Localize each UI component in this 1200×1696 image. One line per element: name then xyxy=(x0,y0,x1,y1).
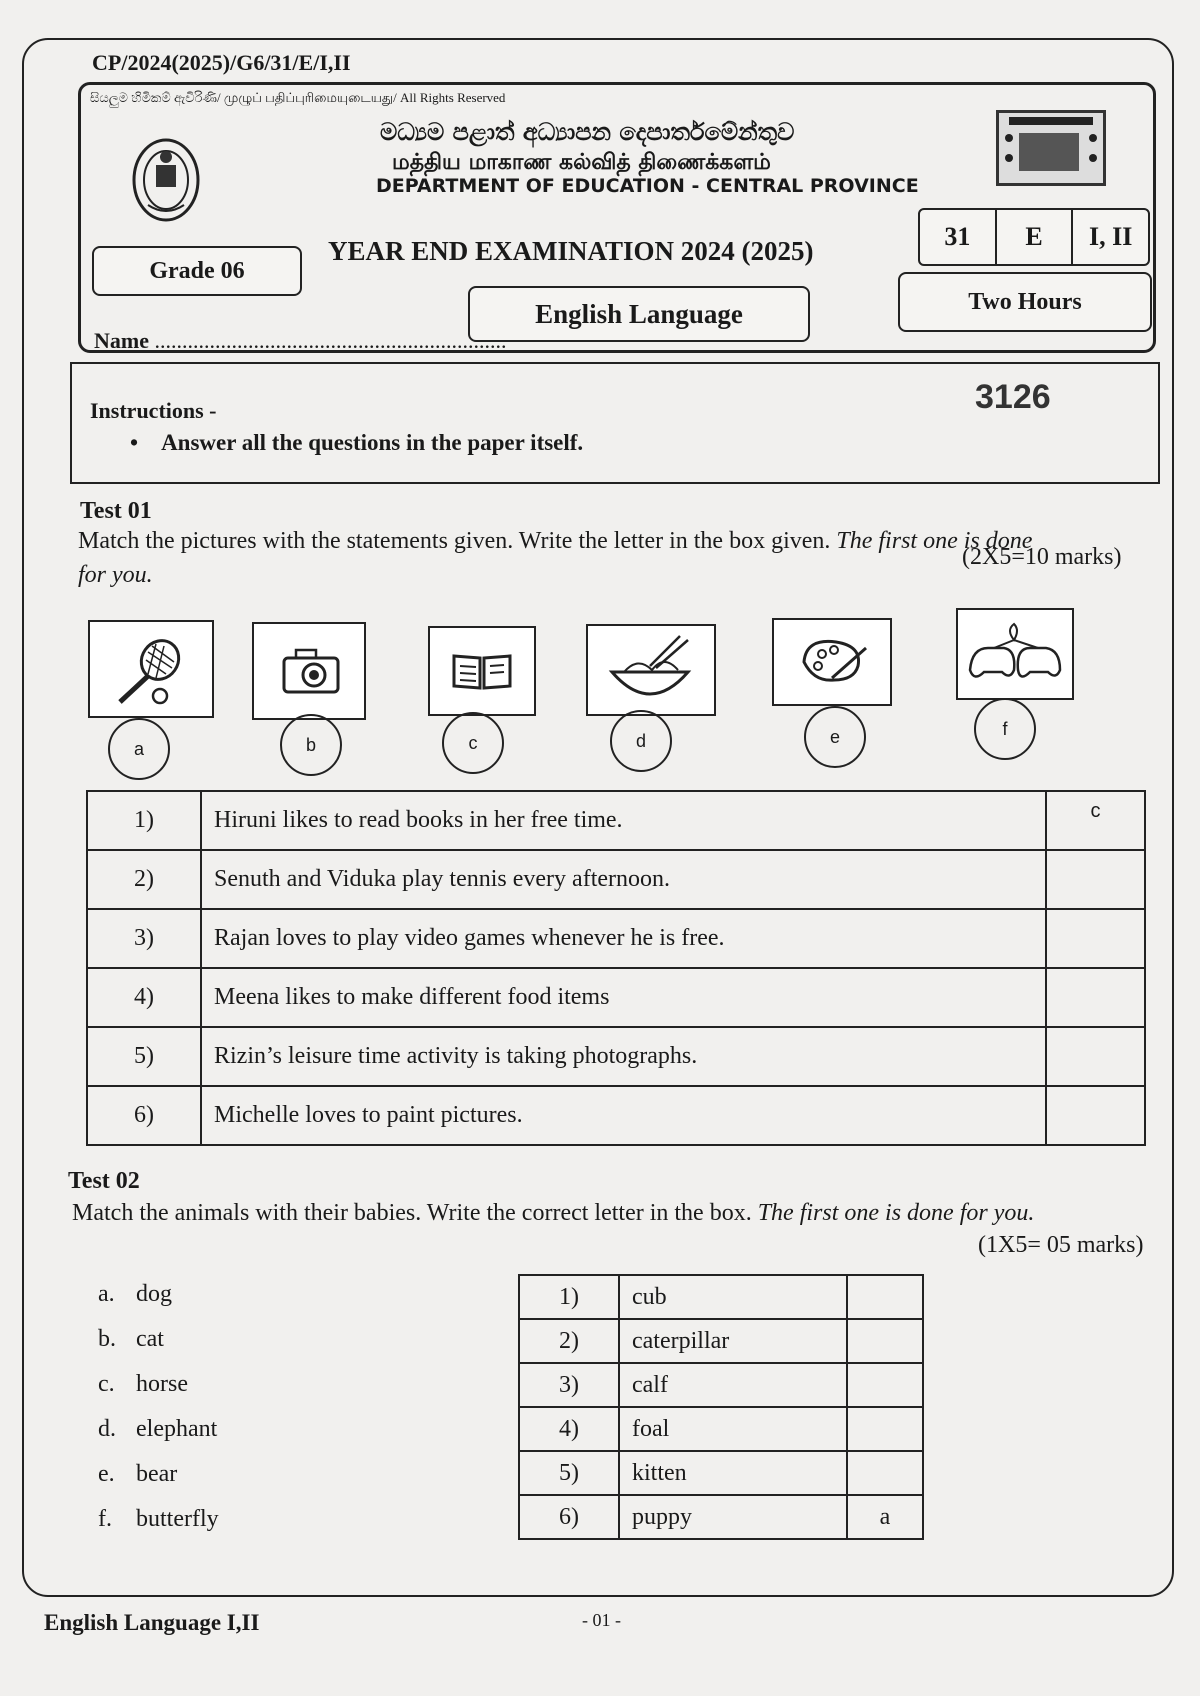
paper-codes xyxy=(918,208,1150,266)
item-name: horse xyxy=(136,1371,188,1397)
table-row xyxy=(87,1027,1145,1086)
name-field[interactable] xyxy=(94,328,506,354)
baby-word: kitten xyxy=(619,1451,847,1495)
label-b: b xyxy=(280,714,342,776)
answer-box[interactable] xyxy=(1046,850,1145,909)
picture-c xyxy=(428,626,536,716)
item-name: cat xyxy=(136,1326,164,1352)
baby-word: puppy xyxy=(619,1495,847,1539)
list-item xyxy=(98,1407,219,1452)
score-mark: 3126 xyxy=(975,378,1051,416)
baby-word: foal xyxy=(619,1407,847,1451)
row-number: 1) xyxy=(519,1275,619,1319)
list-item xyxy=(98,1362,219,1407)
grade-box: Grade 06 xyxy=(92,246,302,296)
test2-instruction-text: Match the animals with their babies. Write the correct letter in the box. xyxy=(72,1200,752,1226)
exam-title: YEAR END EXAMINATION 2024 (2025) xyxy=(328,236,814,266)
camera-icon xyxy=(254,624,364,718)
department-sinhala: මධ්‍යම පළාත් අධ්‍යාපන දෙපාර්තමේන්තුව xyxy=(380,118,795,146)
paint-palette-icon xyxy=(774,620,890,704)
paper-code: CP/2024(2025)/G6/31/E/I,II xyxy=(92,50,351,75)
test2-marks: (1X5= 05 marks) xyxy=(978,1232,1144,1258)
baby-word: cub xyxy=(619,1275,847,1319)
answer-box[interactable]: c xyxy=(1046,791,1145,850)
test2-title: Test 02 xyxy=(68,1168,140,1194)
test2-instruction xyxy=(72,1200,1172,1227)
table-row xyxy=(519,1451,923,1495)
answer-box[interactable] xyxy=(847,1407,923,1451)
item-name: bear xyxy=(136,1461,178,1487)
instructions-title: Instructions - xyxy=(90,398,217,423)
row-number: 6) xyxy=(87,1086,201,1145)
table-row xyxy=(87,850,1145,909)
game-controllers-icon xyxy=(958,610,1072,698)
table-row xyxy=(519,1407,923,1451)
label-a: a xyxy=(108,718,170,780)
picture-f xyxy=(956,608,1074,700)
row-number: 3) xyxy=(87,909,201,968)
test2-instruction-italic: The first one is done for you. xyxy=(757,1200,1035,1226)
test1-instruction-italic: The first one is done xyxy=(836,528,1033,554)
test1-title: Test 01 xyxy=(80,498,152,524)
answer-box[interactable] xyxy=(1046,968,1145,1027)
row-number: 1) xyxy=(87,791,201,850)
picture-d xyxy=(586,624,716,716)
table-row xyxy=(87,968,1145,1027)
item-name: elephant xyxy=(136,1416,218,1442)
test2-table xyxy=(518,1274,924,1540)
test1-marks: (2X5=10 marks) xyxy=(962,544,1122,570)
table-row xyxy=(519,1495,923,1539)
row-number: 5) xyxy=(87,1027,201,1086)
name-label: Name xyxy=(94,328,149,353)
table-row xyxy=(87,909,1145,968)
item-letter: d. xyxy=(98,1416,116,1442)
label-e: e xyxy=(804,706,866,768)
rights-reserved: සියලුම හිමිකම් ඇවිරිණි/ முழுப் பதிப்புரிமையுடையது/ All Rights Reserved xyxy=(90,90,506,105)
duration-box: Two Hours xyxy=(898,272,1152,332)
page-number: - 01 - xyxy=(582,1610,621,1630)
item-letter: f. xyxy=(98,1506,112,1532)
row-statement: Michelle loves to paint pictures. xyxy=(201,1086,1046,1145)
row-number: 4) xyxy=(87,968,201,1027)
answer-box[interactable] xyxy=(847,1363,923,1407)
picture-a xyxy=(88,620,214,718)
row-number: 2) xyxy=(87,850,201,909)
list-item xyxy=(98,1317,219,1362)
picture-e xyxy=(772,618,892,706)
answer-box[interactable] xyxy=(1046,1027,1145,1086)
row-number: 6) xyxy=(519,1495,619,1539)
instruction-text: Answer all the questions in the paper itself. xyxy=(161,430,584,455)
table-row xyxy=(87,1086,1145,1145)
row-statement: Rajan loves to play video games whenever he is free. xyxy=(201,909,1046,968)
code-medium: E xyxy=(997,210,1074,264)
answer-box[interactable] xyxy=(847,1451,923,1495)
list-item xyxy=(98,1272,219,1317)
seal-stamp-icon xyxy=(996,110,1106,186)
label-f: f xyxy=(974,698,1036,760)
subject-box: English Language xyxy=(468,286,810,342)
tennis-racket-icon xyxy=(90,622,212,716)
row-statement: Rizin’s leisure time activity is taking photographs. xyxy=(201,1027,1046,1086)
table-row xyxy=(519,1275,923,1319)
instruction-item: • Answer all the questions in the paper itself. xyxy=(130,430,584,455)
test1-instruction-cont: for you. xyxy=(78,562,153,588)
answer-box[interactable] xyxy=(1046,909,1145,968)
department-english: DEPARTMENT OF EDUCATION - CENTRAL PROVINCE xyxy=(376,175,919,197)
row-number: 3) xyxy=(519,1363,619,1407)
row-statement: Senuth and Viduka play tennis every afternoon. xyxy=(201,850,1046,909)
item-letter: a. xyxy=(98,1281,115,1307)
table-row xyxy=(87,791,1145,850)
item-letter: c. xyxy=(98,1371,115,1397)
item-letter: b. xyxy=(98,1326,116,1352)
baby-word: caterpillar xyxy=(619,1319,847,1363)
label-d: d xyxy=(610,710,672,772)
table-row xyxy=(519,1363,923,1407)
row-statement: Hiruni likes to read books in her free time. xyxy=(201,791,1046,850)
noodle-bowl-icon xyxy=(588,626,714,714)
row-number: 2) xyxy=(519,1319,619,1363)
code-parts: I, II xyxy=(1089,222,1133,251)
item-letter: e. xyxy=(98,1461,115,1487)
list-item xyxy=(98,1497,219,1542)
answer-box[interactable] xyxy=(847,1319,923,1363)
baby-word: calf xyxy=(619,1363,847,1407)
test1-instruction-text: Match the pictures with the statements given. Write the letter in the box given. xyxy=(78,528,831,554)
footer-subject: English Language I,II xyxy=(44,1610,260,1635)
answer-box[interactable] xyxy=(847,1275,923,1319)
answer-box[interactable] xyxy=(1046,1086,1145,1145)
item-name: dog xyxy=(136,1281,172,1307)
label-c: c xyxy=(442,712,504,774)
name-dots: ................................................................ xyxy=(154,328,507,353)
picture-b xyxy=(252,622,366,720)
row-statement: Meena likes to make different food items xyxy=(201,968,1046,1027)
animal-list xyxy=(98,1272,219,1542)
answer-box[interactable]: a xyxy=(847,1495,923,1539)
row-number: 5) xyxy=(519,1451,619,1495)
department-tamil: மத்திய மாகாண கல்வித் திணைக்களம் xyxy=(392,150,771,175)
row-number: 4) xyxy=(519,1407,619,1451)
list-item xyxy=(98,1452,219,1497)
book-icon xyxy=(430,628,534,714)
code-subject: 31 xyxy=(920,210,997,264)
test1-table xyxy=(86,790,1146,1146)
table-row xyxy=(519,1319,923,1363)
item-name: butterfly xyxy=(136,1506,219,1532)
sri-lanka-emblem-icon xyxy=(130,135,202,225)
